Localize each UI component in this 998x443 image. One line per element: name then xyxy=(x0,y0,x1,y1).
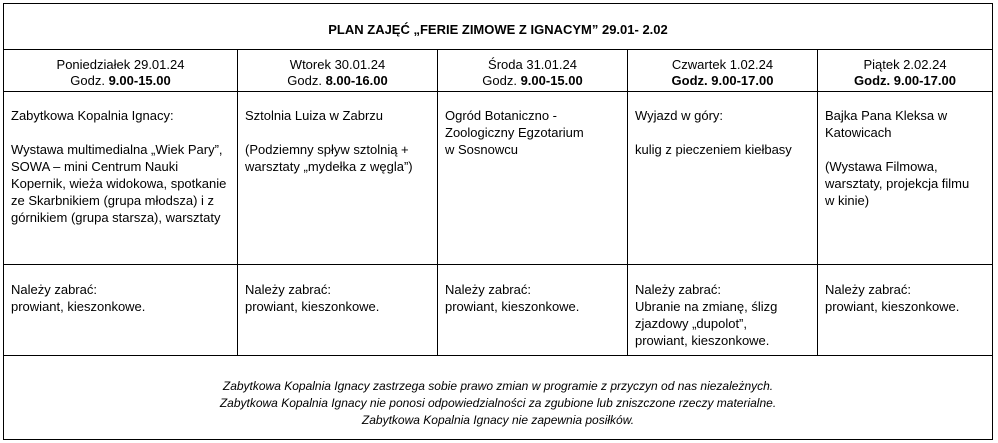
bring-list xyxy=(245,281,433,315)
day-header xyxy=(438,57,627,89)
bring-list xyxy=(445,281,623,315)
bring-label: Należy zabrać: xyxy=(245,282,331,297)
day-hours: Godz. 9.00-15.00 xyxy=(482,73,583,88)
day-activity xyxy=(635,107,813,158)
bring-items: prowiant, kieszonkowe. xyxy=(11,299,146,314)
bring-items: prowiant, kieszonkowe. xyxy=(825,299,960,314)
rule-under-activities xyxy=(4,264,992,265)
activity-place: Bajka Pana Kleksa w Katowicach xyxy=(825,108,948,140)
column-divider xyxy=(437,49,438,355)
day-header xyxy=(628,57,817,89)
bring-list xyxy=(11,281,231,315)
day-activity xyxy=(11,107,231,226)
bring-label: Należy zabrać: xyxy=(825,282,911,297)
footer-notes xyxy=(4,378,992,429)
column-divider xyxy=(237,49,238,355)
day-header xyxy=(238,57,437,89)
footer-line: Zabytkowa Kopalnia Ignacy nie zapewnia posiłków. xyxy=(361,413,635,427)
day-name: Wtorek 30.01.24 xyxy=(289,57,386,72)
day-name: Czwartek 1.02.24 xyxy=(671,57,774,72)
column-divider xyxy=(627,49,628,355)
day-name: Środa 31.01.24 xyxy=(488,57,577,72)
rule-under-title xyxy=(4,49,992,50)
footer-line: Zabytkowa Kopalnia Ignacy zastrzega sobie prawo zmian w programie z przyczyn od nas niezależnych. xyxy=(222,379,774,393)
day-activity xyxy=(445,107,595,158)
day-name: Piątek 2.02.24 xyxy=(863,57,947,72)
rule-above-footer xyxy=(4,355,992,356)
day-header xyxy=(4,57,237,89)
bring-list xyxy=(825,281,987,315)
day-hours: Godz. 9.00-17.00 xyxy=(854,73,956,88)
day-hours: Godz. 8.00-16.00 xyxy=(287,73,388,88)
day-header xyxy=(818,57,992,89)
page-title: PLAN ZAJĘĆ „FERIE ZIMOWE Z IGNACYM” 29.01- 2.02 xyxy=(328,22,668,37)
activity-place: Wyjazd w góry: xyxy=(635,108,724,123)
schedule-table xyxy=(3,3,993,440)
bring-items: prowiant, kieszonkowe. xyxy=(445,299,580,314)
bring-label: Należy zabrać: xyxy=(635,282,721,297)
activity-details: (Podziemny spływ sztolnią + warsztaty „mydełka z węgla”) xyxy=(245,142,413,174)
activity-details: Wystawa multimedialna „Wiek Pary”, SOWA – mini Centrum Nauki Kopernik, wieża widokowa, spotkanie ze Skarbnikiem (grupa młodsza) i z górnikiem (grupa starsza), warsztaty xyxy=(11,142,227,225)
column-divider xyxy=(817,49,818,355)
day-name: Poniedziałek 29.01.24 xyxy=(56,57,185,72)
day-activity xyxy=(245,107,433,175)
rule-under-header xyxy=(4,91,992,92)
activity-place: Sztolnia Luiza w Zabrzu xyxy=(245,108,384,123)
day-hours: Godz. 9.00-15.00 xyxy=(70,73,171,88)
bring-items: prowiant, kieszonkowe. xyxy=(245,299,380,314)
bring-label: Należy zabrać: xyxy=(445,282,531,297)
bring-label: Należy zabrać: xyxy=(11,282,97,297)
activity-place: Ogród Botaniczno - Zoologiczny Egzotarium w Sosnowcu xyxy=(445,108,584,157)
activity-details: kulig z pieczeniem kiełbasy xyxy=(635,142,792,157)
bring-items: Ubranie na zmianę, ślizg zjazdowy „dupolot”, prowiant, kieszonkowe. xyxy=(635,299,778,348)
activity-details: (Wystawa Filmowa, warsztaty, projekcja filmu w kinie) xyxy=(825,159,970,208)
activity-place: Zabytkowa Kopalnia Ignacy: xyxy=(11,108,174,123)
day-activity xyxy=(825,107,975,209)
day-hours: Godz. 9.00-17.00 xyxy=(671,73,774,88)
bring-list xyxy=(635,281,795,349)
footer-line: Zabytkowa Kopalnia Ignacy nie ponosi odpowiedzialności za zgubione lub zniszczone rzeczy materialne. xyxy=(219,396,777,410)
